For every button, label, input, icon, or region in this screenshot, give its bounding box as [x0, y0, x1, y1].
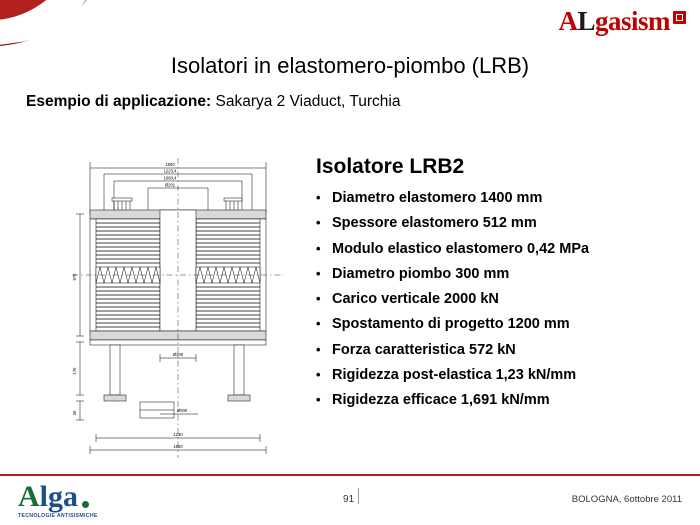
- dim-bottom-1500: 1500: [173, 444, 183, 449]
- bullet-marker-icon: •: [316, 366, 321, 382]
- dim-top-d201: Ø201: [164, 182, 176, 188]
- logo-letter-l: L: [577, 5, 595, 36]
- dim-top-1500: 1500: [165, 162, 175, 167]
- dim-left-35: 35: [72, 410, 77, 416]
- logo-square-icon: [673, 11, 686, 24]
- list-item: [316, 190, 690, 207]
- logo-text-rest: gasism: [594, 5, 670, 36]
- footer-logo-tagline: TECNOLOGIE ANTISISMICHE: [18, 513, 98, 519]
- dim-bottom-1230: 1230: [173, 432, 183, 437]
- footer-logo-text: lga: [39, 480, 79, 513]
- footer-separator: [358, 488, 359, 504]
- subtitle: [26, 93, 400, 111]
- bullet-marker-icon: •: [316, 240, 321, 256]
- bullet-marker-icon: •: [316, 341, 321, 357]
- logo-letter-a: A: [558, 5, 578, 36]
- list-item-label: Rigidezza post-elastica 1,23 kN/mm: [332, 366, 577, 383]
- footer-logo-alga: [18, 482, 138, 518]
- list-item-label: Modulo elastico elastomero 0,42 MPa: [332, 240, 590, 257]
- section-title: Isolatore LRB2: [316, 155, 465, 178]
- bullet-marker-icon: •: [316, 215, 321, 231]
- technical-drawing: [52, 152, 304, 464]
- brand-logo-algasism: [558, 5, 686, 36]
- subtitle-label: Esempio di applicazione:: [26, 93, 212, 110]
- list-item-label: Diametro elastomero 1400 mm: [332, 190, 543, 206]
- list-item: [316, 215, 690, 232]
- bullet-list: [316, 190, 690, 417]
- list-item: [316, 392, 690, 409]
- list-item: [316, 291, 690, 308]
- dim-top-1060: 1060,4: [163, 175, 177, 181]
- dim-inner-d000: Ø000: [176, 408, 188, 413]
- bullet-marker-icon: •: [316, 316, 321, 332]
- subtitle-value: Sakarya 2 Viaduct, Turchia: [211, 93, 401, 110]
- list-item: [316, 316, 690, 333]
- list-item-label: Spessore elastomero 512 mm: [332, 215, 537, 232]
- footer-divider: [0, 474, 700, 476]
- footer-logo-letter-a: A: [18, 480, 40, 513]
- list-item-label: Rigidezza efficace 1,691 kN/mm: [332, 392, 550, 409]
- dim-left-175: 175: [72, 367, 77, 375]
- list-item: [316, 342, 690, 359]
- bullet-marker-icon: •: [316, 265, 321, 281]
- list-item-label: Carico verticale 2000 kN: [332, 291, 499, 308]
- bullet-marker-icon: •: [316, 392, 321, 408]
- bullet-marker-icon: •: [316, 291, 321, 307]
- list-item: [316, 266, 690, 283]
- dim-left-976: 976: [72, 273, 77, 281]
- footer-logo-dot-icon: [82, 501, 89, 508]
- footer-event-info: BOLOGNA, 6ottobre 2011: [571, 494, 682, 505]
- list-item-label: Diametro piombo 300 mm: [332, 265, 510, 282]
- list-item: [316, 367, 690, 384]
- page-title: Isolatori in elastomero-piombo (LRB): [170, 53, 530, 78]
- dim-inner-d300: Ø300: [172, 352, 184, 357]
- page-number: 91: [343, 494, 355, 505]
- list-item-label: Spostamento di progetto 1200 mm: [332, 316, 570, 333]
- bullet-marker-icon: •: [316, 190, 321, 205]
- list-item: [316, 241, 690, 258]
- list-item-label: Forza caratteristica 572 kN: [332, 341, 516, 358]
- dim-top-1223: 1223,4: [163, 168, 177, 174]
